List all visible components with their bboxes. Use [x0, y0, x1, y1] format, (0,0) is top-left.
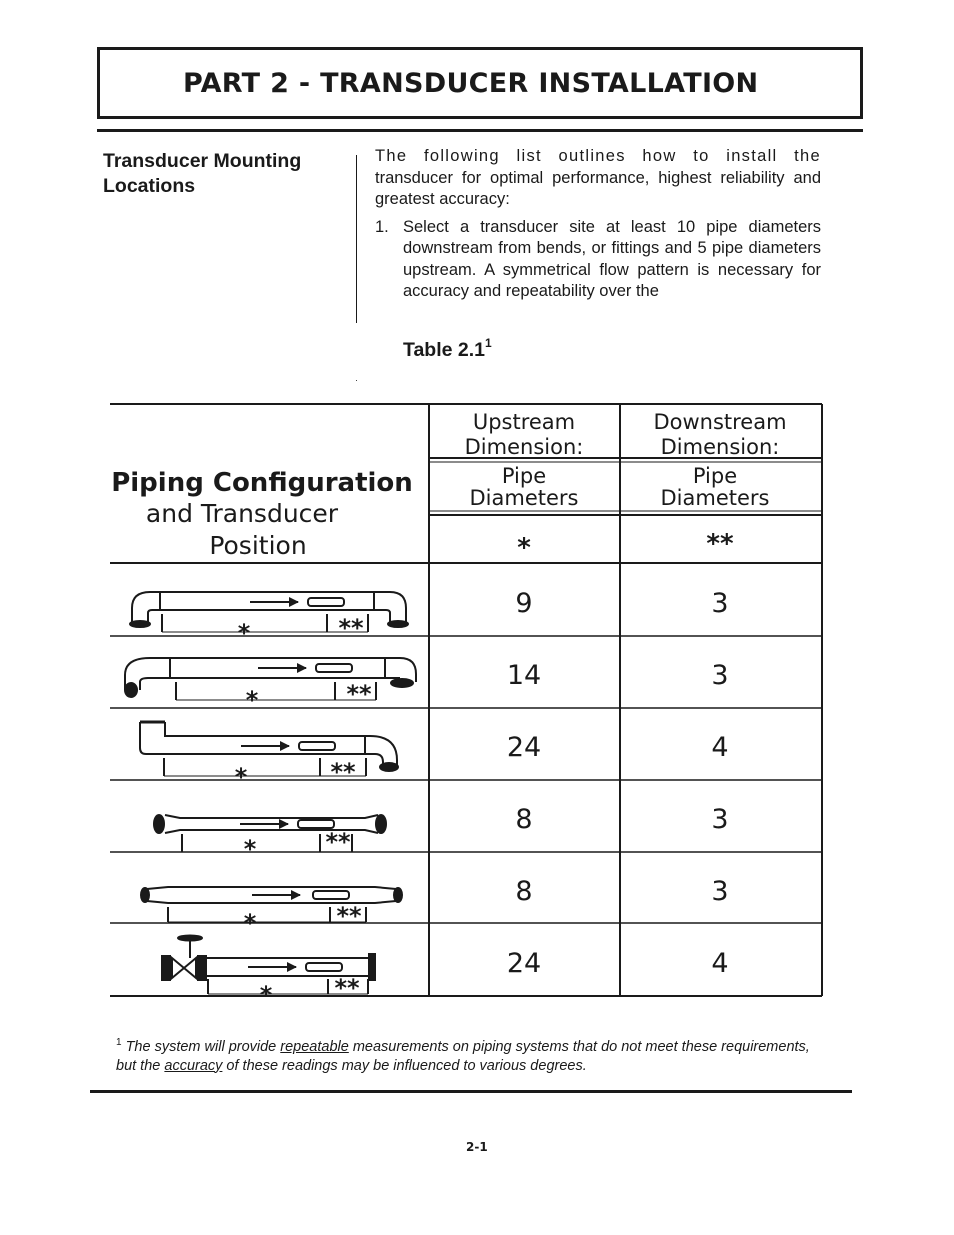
downstream-header-line1: Downstream [653, 410, 787, 434]
section-heading-line2: Locations [103, 175, 196, 197]
footnote [116, 1034, 816, 1075]
footnote-accuracy: accuracy [164, 1057, 223, 1074]
row4-upstream: 8 [515, 804, 533, 835]
pipe-diagram-valve [162, 936, 375, 1010]
upstream-header-line1: Upstream [472, 410, 576, 434]
row1-downstream: 3 [711, 588, 729, 619]
intro-line1: The following list outlines how to install the [375, 147, 821, 165]
svg-text:**: ** [325, 828, 351, 856]
config-header-line3: Position [209, 531, 307, 560]
row6-downstream: 4 [711, 948, 729, 979]
svg-text:**: ** [334, 974, 360, 1002]
pipe-diagram-reducer [154, 815, 386, 863]
bottom-rule [90, 1090, 852, 1093]
table-label-text: Table 2.1 [403, 339, 486, 361]
downstream-pipe-label: Pipe [692, 464, 738, 488]
row4-downstream: 3 [711, 804, 729, 835]
upstream-header-line2: Dimension: [464, 435, 584, 459]
row2-upstream: 14 [506, 660, 542, 691]
config-header-line2: and Transducer [145, 499, 339, 528]
svg-text:**: ** [330, 758, 356, 786]
intro-rest: transducer for optimal performance, highest reliability and greatest accuracy: [375, 168, 821, 208]
pipe-diagram-expander [141, 887, 402, 937]
upstream-diameters-label: Diameters [469, 486, 579, 510]
row5-downstream: 3 [711, 876, 729, 907]
footnote-marker: 1 [116, 1037, 122, 1048]
downstream-diameters-label: Diameters [660, 486, 770, 510]
svg-text:**: ** [346, 680, 372, 708]
svg-text:*: * [234, 763, 248, 791]
row5-upstream: 8 [515, 876, 533, 907]
section-heading-line1: Transducer Mounting [103, 150, 302, 172]
downstream-marker: ** [706, 529, 734, 559]
list-item-number: 1. [375, 217, 389, 236]
upstream-pipe-label: Pipe [501, 464, 547, 488]
svg-text:**: ** [336, 902, 362, 930]
footnote-part3: of these readings may be influenced to various degrees. [222, 1057, 587, 1074]
footnote-repeatable: repeatable [280, 1039, 349, 1055]
svg-text:*: * [237, 619, 251, 647]
svg-text:*: * [245, 686, 259, 714]
row2-downstream: 3 [711, 660, 729, 691]
svg-text:*: * [243, 909, 257, 937]
svg-text:**: ** [338, 614, 364, 642]
page-title: PART 2 - TRANSDUCER INSTALLATION [183, 67, 759, 99]
row3-upstream: 24 [506, 732, 542, 763]
upstream-marker: * [517, 533, 531, 563]
svg-text:*: * [259, 981, 273, 1009]
pipe-diagram-elbow-out-of-plane [125, 658, 416, 714]
row6-upstream: 24 [506, 948, 542, 979]
page-number: 2-1 [466, 1140, 488, 1154]
table-label-superscript: 1 [485, 336, 492, 350]
row1-upstream: 9 [515, 588, 533, 619]
config-header-line1: Piping Configuration [111, 468, 413, 498]
pipe-diagram-double-elbow [130, 592, 408, 647]
list-item-text: Select a transducer site at least 10 pipe diameters downstream from bends, or fittings and 5 pipe diameters upstream. A symmetrical flow pattern is necessary for accuracy and repeatability over the [403, 217, 821, 300]
downstream-header-line2: Dimension: [660, 435, 780, 459]
footnote-part2: measurements on piping systems that do not meet these requirements, but the [116, 1039, 810, 1074]
footnote-part1: The system will provide [125, 1039, 281, 1055]
svg-text:*: * [243, 835, 257, 863]
row3-downstream: 4 [711, 732, 729, 763]
